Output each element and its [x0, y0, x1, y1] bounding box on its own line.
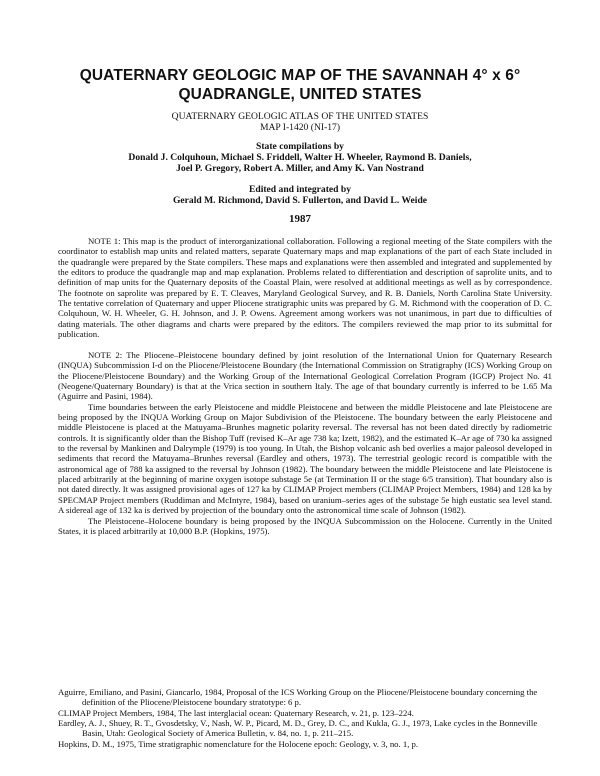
subtitle-line: QUATERNARY GEOLOGIC ATLAS OF THE UNITED STATES [171, 111, 429, 122]
title-line: QUATERNARY GEOLOGIC MAP OF THE SAVANNAH 4° x 6° [79, 67, 521, 84]
note-2-paragraph: The Pleistocene–Holocene boundary is being proposed by the INQUA Subcommission on the Holocene. Currently in the United States, it is placed arbitrarily at 10,000 B.P. (Hopkins, 1975). [58, 515, 552, 536]
note-2-paragraph: NOTE 2: The Pliocene–Pleistocene boundary defined by joint resolution of the International Union for Quaternary Research (INQUA) Subcommission I-d on the Pliocene/Pleistocene Boundary (the International Commission on Stratigraphy (ICS) Working Group on the Pliocene/Pleistocene Boundary) and the Working Group of the International Geological Correlation Program (IGCP) Project No. 41 (Neogene/Quaternary Boundary) is that at the Vrica section in southern Italy. The age of that boundary currently is inferred to be 1.65 Ma (Aguirre and Pasini, 1984). [58, 350, 552, 402]
note-1-paragraph: NOTE 1: This map is the product of interorganizational collaboration. Following a regional meeting of the State compilers with the coordinator to establish map units and related matters, separate Quaternary maps and map explanations of the part of each State included in the quadrangle were prepared by the State compilers. These maps and explanations were then assembled and integrated and supplemented by the editors to produce the quadrangle map and map explanation. Problems related to differentiation and description of saprolite units, and to definition of map units for the Quaternary deposits of the Coastal Plain, were resolved at additional meetings as well as by correspondence. The footnote on saprolite was prepared by E. T. Cleaves, Maryland Geological Survey, and R. B. Daniels, North Carolina State University. The tentative correlation of Quaternary and upper Pliocene stratigraphic units was prepared by G. M. Richmond with the cooperation of D. C. Colquhoun, W. H. Wheeler, G. H. Johnson, and J. P. Owens. Agreement among workers was not unanimous, in part due to difficulties of dating materials. The other diagrams and charts were prepared by the editors. The compilers reviewed the map prior to its submittal for publication. [58, 236, 552, 340]
document-title [40, 66, 560, 104]
state-compilations-heading: State compilations by [256, 141, 344, 152]
note-1 [58, 236, 552, 339]
editor-names: Gerald M. Richmond, David S. Fullerton, and David L. Weide [172, 194, 428, 206]
editors-heading: Edited and integrated by [248, 184, 352, 195]
references-list [58, 687, 552, 749]
publication-year: 1987 [289, 213, 311, 225]
reference-item: CLIMAP Project Members, 1984, The last interglacial ocean: Quaternary Research, v. 21, p. 123–224. [58, 707, 414, 718]
subtitle-line: MAP I-1420 (NI-17) [259, 122, 341, 133]
reference-item: Aguirre, Emiliano, and Pasini, Giancarlo, 1984, Proposal of the ICS Working Group on the Pliocene/Pleistocene boundary concerning the definition of the Pliocene/Pleistocene boundary stratotype: 6 p. [58, 687, 538, 708]
reference-item: Eardley, A. J., Shuey, R. T., Gvosdetsky, V., Nash, W. P., Picard, M. D., Grey, D. C., and Kukla, G. J., 1973, Lake cycles in the Bonneville Basin, Utah: Geological Society of America Bulletin, v. 84, no. 1, p. 211–215. [58, 718, 538, 739]
note-2-paragraph: Time boundaries between the early Pleistocene and middle Pleistocene and between the middle Pleistocene and late Pleistocene are being proposed by the INQUA Working Group on Major Subdivision of the Pleistocene. The boundary between the early Pleistocene and middle Pleistocene is placed at the Matuyama–Brunhes magnetic polarity reversal. The reversal has not been dated directly by radiometric controls. It is significantly older than the Bishop Tuff (revised K–Ar age 738 ka; Izett, 1982), and the estimated K–Ar age of 730 ka assigned to the reversal by Mankinen and Dalrymple (1979) is too young. In Utah, the Bishop volcanic ash bed overlies a major paleosol developed in sediments that record the Matuyama–Brunhes reversal (Eardley and others, 1973). The terrestrial geologic record is compatible with the astronomical age of 788 ka assigned to the reversal by Johnson (1982). The boundary between the middle Pleistocene and late Pleistocene is placed arbitrarily at the beginning of marine oxygen isotope substage 5e (at Termination II or the stage 6/5 transition). That boundary also is not dated directly. It was assigned provisional ages of 127 ka by CLIMAP Project members (CLIMAP Project Members, 1984) and 128 ka by SPECMAP Project members (Ruddiman and McIntyre, 1984), based on uranium–series ages of the substage 5e high eustatic sea level stand. A sidereal age of 132 ka is derived by projection of the boundary onto the astronomical time scale of Johnson (1982). [58, 401, 552, 516]
title-line: QUADRANGLE, UNITED STATES [178, 86, 422, 103]
editors-block [40, 185, 560, 207]
compiler-names-line: Joel P. Gregory, Robert A. Miller, and Amy K. Van Nostrand [176, 162, 424, 174]
atlas-subtitle [40, 111, 560, 133]
reference-item: Hopkins, D. M., 1975, Time stratigraphic nomenclature for the Holocene epoch: Geology, v. 3, no. 1, p. [58, 738, 419, 749]
state-compilers-block [40, 142, 560, 174]
compiler-names-line: Donald J. Colquhoun, Michael S. Friddell, Walter H. Wheeler, Raymond B. Daniels, [128, 151, 472, 163]
note-2 [58, 350, 552, 536]
